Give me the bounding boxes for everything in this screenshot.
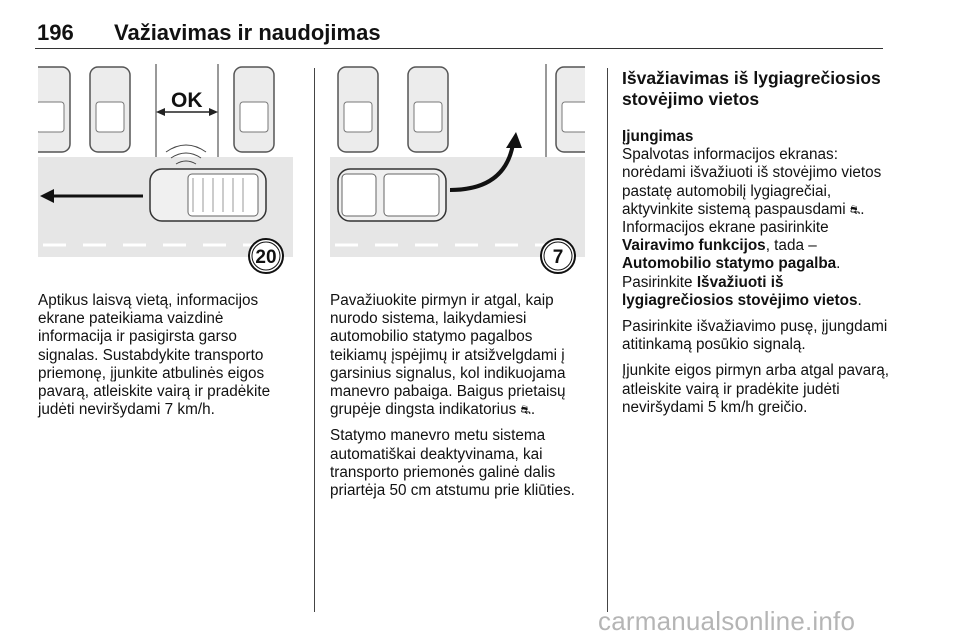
column-1 [38,292,300,427]
col2-p1-text: Pavažiuokite pirmyn ir atgal, kaip nurodo sistema, laikydamiesi automobilio statymo pagalbos teikiamų įspėjimų ir atsižvelgdami į garsinius signalus, kol indikuojama manevro pabaiga. Baigus prietaisų grupėje dingsta indikatorius [330,292,566,419]
column-divider-1 [314,68,315,612]
col2-paragraph-2: Statymo manevro metu sistema automatiškai deaktyvinama, kai transporto priemonės galinė dalis priartėja 50 cm atstumu prie kliūties. [330,427,575,500]
figure-parking-space-detected [38,62,293,282]
header-rule [35,48,883,49]
col3-p1-a: Spalvotas informacijos ekranas: norėdami išvažiuoti iš stovėjimo vietos pastatę automobilį lygiagrečiai, aktyvinkite sistemą paspausdami [622,146,882,218]
figure-badge-7: 7 [552,247,564,268]
col3-paragraph-3: Įjunkite eigos pirmyn arba atgal pavarą, atleiskite vairą ir pradėkite judėti neviršydami 5 km/h greičio. [622,362,889,416]
column-2 [330,292,592,508]
col2-paragraph-1 [330,292,592,419]
column-divider-2 [607,68,608,612]
col1-paragraph: Aptikus laisvą vietą, informacijos ekrane pateikiama vaizdinė informacija ir pasigirsta garso signalas. Sustabdykite transporto priemonę, įjunkite atbulinės eigos pavarą, atleiskite vairą ir pradėkite judėti neviršydami 7 km/h. [38,292,271,419]
menu-driving-functions: Vairavimo funkcijos [622,237,766,255]
section-heading: Išvažiavimas iš lygiagrečiosios stovėjimo vietos [622,68,881,109]
page-title: Važiavimas ir naudojimas [114,20,381,45]
col3-paragraph-1 [622,146,892,310]
page-number: 196 [37,20,74,45]
menu-parking-assist: Automobilio statymo pagalba [622,255,837,273]
col2-p1-end: . [530,401,536,419]
col3-p1-e: . [857,291,862,309]
parking-button-icon: ⛐ [849,202,861,217]
ok-label: OK [171,89,203,112]
column-3 [622,68,892,425]
col3-p1-c: , tada – [765,237,817,255]
col3-p1-b: . Informacijos ekrane pasirinkite [622,200,865,237]
figure-badge-20: 20 [255,247,277,268]
parking-indicator-icon: ⛐ [520,403,531,418]
menu-exit-parallel-parking: Išvažiuoti iš lygiagrečiosios stovėjimo vietos [622,273,858,309]
col3-paragraph-2: Pasirinkite išvažiavimo pusę, įjungdami atitinkamą posūkio signalą. [622,318,888,354]
watermark: carmanualsonline.info [598,606,856,636]
figure-parking-maneuver [330,62,585,282]
page-header [0,0,960,52]
subheading-activation: Įjungimas [622,128,694,145]
col3-p1-d: . Pasirinkite [622,255,841,291]
